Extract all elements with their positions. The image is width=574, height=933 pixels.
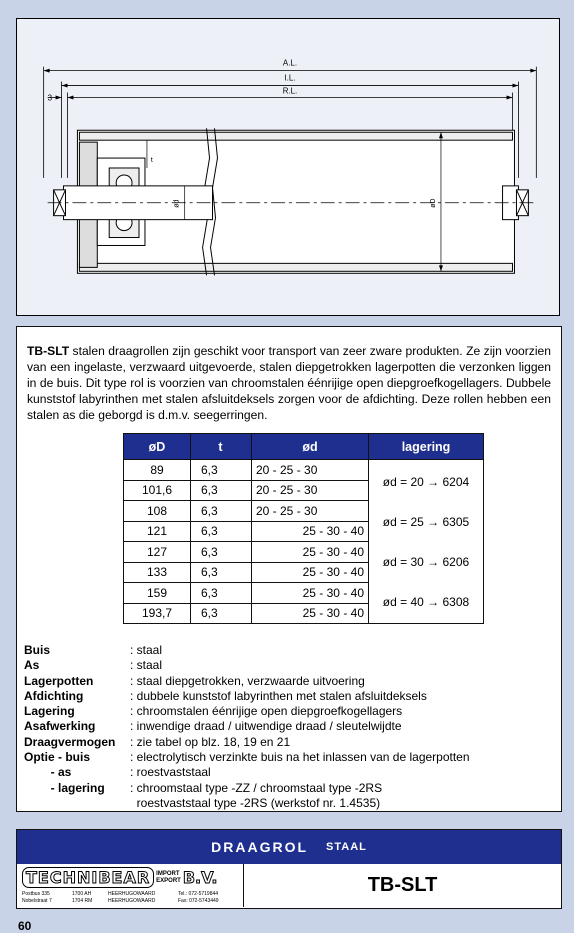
- cell-d: 25 - 30 - 40: [252, 521, 369, 542]
- dim-od-big-label: øD: [430, 198, 438, 208]
- spec-table-header: [124, 434, 484, 460]
- property-row: [24, 750, 470, 765]
- cell-d: 20 - 25 - 30: [252, 480, 369, 501]
- property-value: roestvaststaal type -2RS (werkstof nr. 1.4535): [130, 795, 381, 810]
- logo-name: TECHNIBEAR: [22, 867, 154, 888]
- property-row: [24, 643, 470, 658]
- property-value: : staal: [130, 643, 163, 657]
- lagering-cell: [369, 460, 484, 624]
- cell-t: 6,3: [191, 542, 252, 563]
- property-value: : chroomstalen éénrijige open diepgroefkogellagers: [130, 704, 403, 719]
- spec-table: [123, 433, 484, 624]
- footer-bottom: [17, 864, 561, 907]
- lagering-item: ød = 30 → 6206: [382, 554, 470, 569]
- cell-d: 25 - 30 - 40: [252, 583, 369, 604]
- model-code: TB-SLT: [367, 874, 438, 896]
- footer: [16, 829, 562, 909]
- cell-t: 6,3: [191, 501, 252, 522]
- table-row: [124, 460, 484, 481]
- category-material: STAAL: [326, 841, 367, 853]
- property-row: [24, 658, 470, 673]
- property-label: Optie - buis: [24, 750, 90, 765]
- intro-model: TB-SLT: [27, 344, 70, 358]
- addr-item: Fax: 072-5743449: [178, 897, 219, 904]
- properties-list: [24, 643, 470, 811]
- intro-paragraph: [27, 343, 551, 423]
- category-title: DRAAGROL: [211, 839, 309, 855]
- cell-D: 159: [124, 583, 191, 604]
- property-label: - lagering: [24, 780, 105, 795]
- lagering-item: ød = 40 → 6308: [382, 594, 470, 609]
- addr-item: Nobelstraat 7: [22, 897, 52, 904]
- property-value: : dubbele kunststof labyrinthen met stalen afsluitdeksels: [130, 688, 427, 703]
- property-value: : staal diepgetrokken, verzwaarde uitvoering: [130, 673, 365, 688]
- cell-d: 25 - 30 - 40: [252, 603, 369, 624]
- addr-item: HEERHUGOWAARD: [108, 897, 156, 904]
- property-label: Lagerpotten: [24, 673, 94, 688]
- property-label: Asafwerking: [24, 719, 96, 734]
- spec-panel: [16, 326, 562, 812]
- dim-3-label: 3: [47, 93, 53, 103]
- property-row: [24, 689, 470, 704]
- logo-bv: B.V.: [182, 868, 218, 887]
- dim-t-label: t: [150, 157, 153, 165]
- addr-item: Postbus 335: [22, 891, 50, 897]
- dim-il-label: I.L.: [284, 73, 296, 83]
- cell-D: 127: [124, 542, 191, 563]
- addr-item: 1700 AH: [72, 891, 92, 897]
- property-value: : chroomstaal type -ZZ / chroomstaal type -2RS: [130, 780, 383, 795]
- header-d: ød: [252, 434, 369, 460]
- property-value: : electrolytisch verzinkte buis na het inlassen van de lagerpotten: [130, 750, 470, 765]
- property-row: [24, 704, 470, 719]
- property-row: [24, 735, 470, 750]
- lagering-item: ød = 20 → 6204: [382, 474, 470, 489]
- intro-text: stalen draagrollen zijn geschikt voor transport van zeer zware produkten. Ze zijn voorzien van een ingelaste, verzwaard uitgevoerde, stalen diepgetrokken lagerpotten die verzonken liggen in de buis. Dit type rol is voorzien van chroomstalen éénrijige open diepgroefkogellagers. Dubbele kunststof labyrinthen met stalen afsluitdeksels zorgen voor de afdichting. Deze rollen hebben een stalen as die geborgd is d.m.v. seegerringen.: [27, 344, 551, 422]
- property-label: As: [24, 658, 40, 673]
- property-label: - as: [24, 765, 72, 780]
- addr-item: 1704 RM: [72, 897, 93, 904]
- property-row: [24, 796, 470, 811]
- property-value: : inwendige draad / uitwendige draad / sleutelwijdte: [130, 719, 402, 734]
- addr-item: Tel.: 072-5719844: [178, 891, 219, 897]
- page-number: 60: [18, 919, 32, 933]
- lagering-item: ød = 25 → 6305: [382, 514, 470, 529]
- header-t: t: [191, 434, 252, 460]
- cell-D: 121: [124, 521, 191, 542]
- property-label: [24, 796, 130, 811]
- property-row: [24, 765, 470, 780]
- company-address: [22, 891, 239, 904]
- property-label: Lagering: [24, 704, 75, 719]
- property-label: Draagvermogen: [24, 734, 116, 749]
- cell-D: 193,7: [124, 603, 191, 624]
- cell-D: 89: [124, 460, 191, 481]
- logo-sub: [156, 871, 181, 885]
- addr-item: HEERHUGOWAARD: [108, 891, 156, 897]
- cell-d: 20 - 25 - 30: [252, 501, 369, 522]
- logo-export: EXPORT: [156, 877, 181, 884]
- cell-D: 101,6: [124, 480, 191, 501]
- dim-od-small-label: ød: [173, 199, 181, 208]
- cell-D: 133: [124, 562, 191, 583]
- cell-t: 6,3: [191, 480, 252, 501]
- cell-t: 6,3: [191, 460, 252, 481]
- dim-rl-label: R.L.: [282, 86, 298, 96]
- property-value: : roestvaststaal: [130, 765, 211, 780]
- property-value: : zie tabel op blz. 18, 19 en 21: [130, 734, 291, 749]
- cell-d: 20 - 25 - 30: [252, 460, 369, 481]
- cell-t: 6,3: [191, 583, 252, 604]
- cell-D: 108: [124, 501, 191, 522]
- property-row: [24, 719, 470, 734]
- company-block: [17, 864, 244, 907]
- property-label: Buis: [24, 643, 51, 657]
- technical-drawing: [16, 18, 560, 316]
- company-logo: [22, 867, 239, 888]
- property-label: Afdichting: [24, 688, 84, 703]
- cell-d: 25 - 30 - 40: [252, 542, 369, 563]
- roller-drawing-svg: [17, 19, 559, 315]
- header-D: øD: [124, 434, 191, 460]
- cell-d: 25 - 30 - 40: [252, 562, 369, 583]
- category-bar: [17, 830, 561, 864]
- cell-t: 6,3: [191, 603, 252, 624]
- cell-t: 6,3: [191, 562, 252, 583]
- logo-import: IMPORT: [156, 870, 180, 877]
- property-value: : staal: [130, 658, 163, 673]
- header-lagering: lagering: [369, 434, 484, 460]
- dim-al-label: A.L.: [282, 58, 298, 68]
- property-row: [24, 674, 470, 689]
- cell-t: 6,3: [191, 521, 252, 542]
- property-row: [24, 781, 470, 796]
